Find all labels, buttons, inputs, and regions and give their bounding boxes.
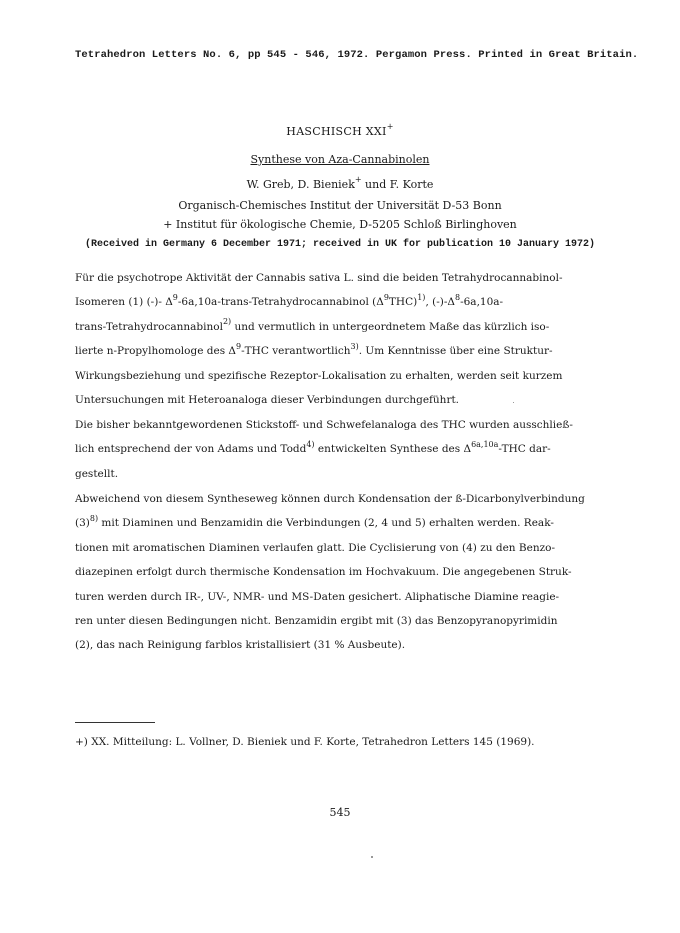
authors-part2: und F. Korte [361, 178, 434, 191]
superscript: 9 [383, 292, 389, 302]
paragraph-1 [75, 266, 615, 412]
running-header: Tetrahedron Letters No. 6, pp 545 - 546, 1972. Pergamon Press. Printed in Great Britain. [75, 49, 639, 61]
paragraph-3 [75, 487, 615, 658]
text-run: -THC dar- [498, 443, 551, 456]
paragraph-line: Die bisher bekanntgewordenen Stickstoff- und Schwefelanaloga des THC wurden ausschließ- [75, 419, 573, 431]
text-run: trans-Tetrahydrocannabinol [75, 320, 223, 333]
text-run: -6a,10a-trans-Tetrahydrocannabinol (Δ [177, 296, 384, 309]
paragraph-line: Abweichend von diesem Syntheseweg können durch Kondensation der ß-Dicarbonylverbindung [75, 493, 585, 505]
superscript: 6a,10a [471, 439, 499, 449]
authors-line [0, 175, 680, 191]
paragraph-line: ren unter diesen Bedingungen nicht. Benzamidin ergibt mit (3) das Benzopyranopyrimidin [75, 615, 558, 628]
affiliation-2: + Institut für ökologische Chemie, D-5205 Schloß Birlinghoven [163, 218, 517, 231]
article-title [0, 122, 680, 138]
affiliation-1: Organisch-Chemisches Institut der Universität D-53 Bonn [178, 199, 502, 212]
text-run: mit Diaminen und Benzamidin die Verbindungen (2, 4 und 5) erhalten werden. Reak- [98, 517, 554, 530]
superscript: 9 [236, 341, 242, 351]
footnote: +) XX. Mitteilung: L. Vollner, D. Bieniek und F. Korte, Tetrahedron Letters 145 (1969). [75, 736, 535, 748]
article-subtitle: Synthese von Aza-Cannabinolen [250, 153, 430, 166]
received-dates: (Received in Germany 6 December 1971; received in UK for publication 10 January 1972) [84, 239, 596, 250]
text-run: -6a,10a- [460, 296, 504, 309]
paragraph-line [75, 315, 615, 339]
paragraph-line: gestellt. [75, 467, 119, 480]
text-run: lich entsprechend der von Adams und Todd [75, 443, 307, 456]
reference-mark: 8) [89, 513, 99, 523]
paragraph-line: tionen mit aromatischen Diaminen verlaufen glatt. Die Cyclisierung von (4) zu den Benzo- [75, 541, 555, 554]
scan-speck [371, 856, 373, 858]
text-run: lierte n-Propylhomologe des Δ [75, 345, 237, 358]
page-number: 545 [329, 806, 351, 819]
author-affiliation-mark: + [354, 175, 362, 185]
text-run: (3) [75, 517, 90, 530]
paragraph-line: Für die psychotrope Aktivität der Cannabis sativa L. sind die beiden Tetrahydrocannabinol- [75, 272, 563, 284]
paragraph-line [75, 437, 615, 461]
text-run: . Um Kenntnisse über eine Struktur- [358, 345, 553, 358]
text-run: entwickelten Synthese des Δ [314, 443, 472, 456]
text-run: -THC verantwortlich [241, 345, 351, 358]
paragraph-line: diazepinen erfolgt durch thermische Kondensation im Hochvakuum. Die angegebenen Struk- [75, 566, 572, 579]
text-run: THC) [388, 296, 418, 309]
text-run: , (-)-Δ [425, 296, 455, 309]
title-text: HASCHISCH XXI [286, 125, 387, 138]
paragraph-line: turen werden durch IR-, UV-, NMR- und MS-Daten gesichert. Aliphatische Diamine reagie- [75, 590, 560, 603]
reference-mark: 2) [222, 317, 232, 327]
authors-part1: W. Greb, D. Bieniek [246, 178, 355, 191]
paragraph-line [75, 511, 615, 535]
footnote-rule [75, 722, 155, 723]
paragraph-line: Untersuchungen mit Heteroanaloga dieser Verbindungen durchgeführt. [75, 394, 460, 407]
text-run: und vermutlich in untergeordnetem Maße das kürzlich iso- [231, 320, 550, 333]
title-footnote-mark: + [386, 122, 394, 132]
reference-mark: 1) [417, 292, 426, 302]
paragraph-line [75, 339, 615, 363]
text-run: Isomeren (1) (-)- Δ [75, 296, 173, 309]
reference-mark: 3) [350, 341, 359, 351]
scan-speck [513, 402, 514, 403]
paragraph-line: Wirkungsbeziehung und spezifische Rezeptor-Lokalisation zu erhalten, werden seit kurzem [75, 369, 563, 382]
paragraph-2 [75, 413, 615, 486]
paragraph-line [75, 290, 615, 314]
paragraph-line: (2), das nach Reinigung farblos kristallisiert (31 % Ausbeute). [75, 639, 406, 652]
superscript: 9 [172, 292, 178, 302]
superscript: 8 [454, 292, 461, 302]
reference-mark: 4) [306, 439, 315, 449]
